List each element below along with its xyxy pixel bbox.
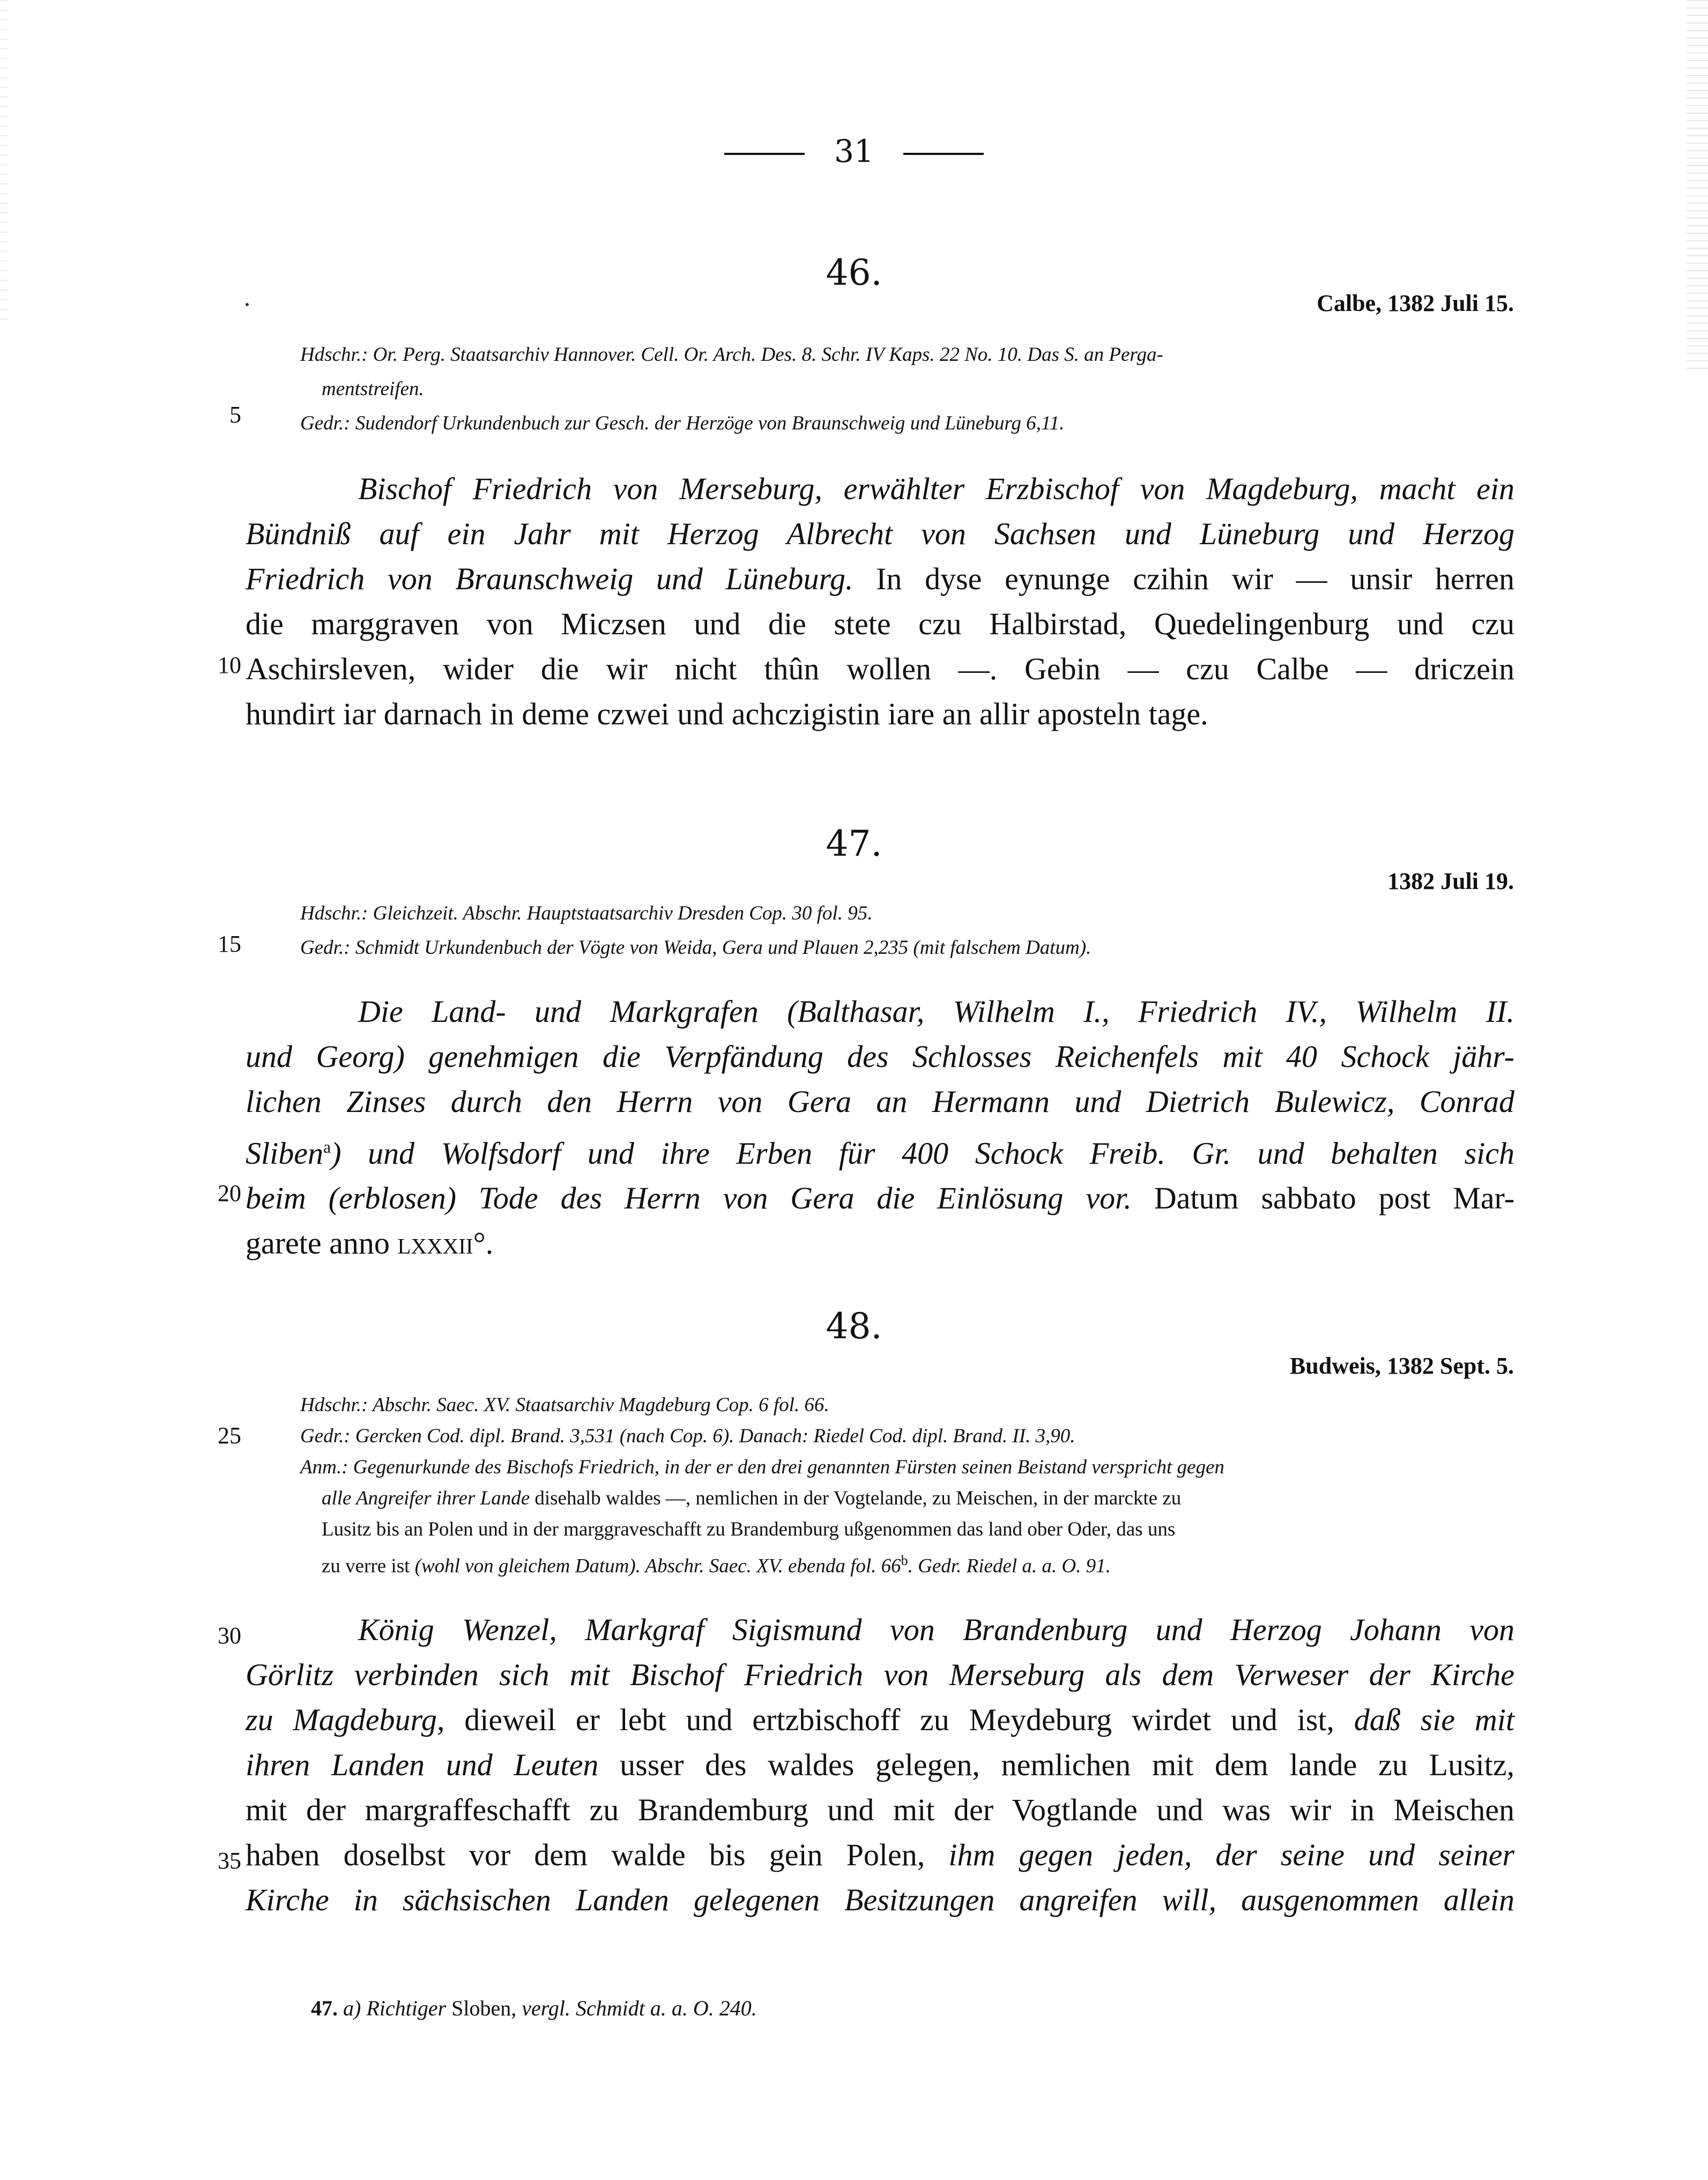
body-line: Bündniß auf ein Jahr mit Herzog Albrecht von Sachsen und Lüneburg und Herzog — [246, 516, 1514, 551]
body-line: Die Land- und Markgrafen (Balthasar, Wilhelm I., Friedrich IV., Wilhelm II. — [358, 994, 1514, 1029]
body-line: lichen Zinses durch den Herrn von Gera an Hermann und Dietrich Bulewicz, Conrad — [246, 1084, 1514, 1119]
body-line: Aschirsleven, wider die wir nicht thûn wollen —. Gebin — czu Calbe — driczein — [246, 651, 1514, 686]
line-number: 30 — [218, 1622, 241, 1649]
body-line: haben doselbst vor dem walde bis gein Polen, ihm gegen jeden, der seine und seiner — [246, 1837, 1514, 1872]
body-line: beim (erblosen) Tode des Herrn von Gera die Einlösung vor. Datum sabbato post Mar- — [246, 1181, 1515, 1216]
header-rule-right — [903, 153, 984, 155]
source-notes — [300, 896, 1514, 965]
source-line: Gedr.: Sudendorf Urkundenbuch zur Gesch. der Herzöge von Braunschweig und Lüneburg 6,11. — [300, 412, 1065, 434]
source-line: alle Angreifer ihrer Lande disehalb waldes —, nemlichen in der Vogtelande, zu Meischen, in der marckte zu — [322, 1487, 1182, 1509]
page-header — [0, 133, 1708, 169]
source-line: Gedr.: Schmidt Urkundenbuch der Vögte von Weida, Gera und Plauen 2,235 (mit falschem Datum). — [300, 937, 1091, 959]
document-date: 1382 Juli 19. — [1387, 868, 1514, 894]
body-line: garete anno lxxxii°. — [246, 1226, 494, 1261]
source-line: Hdschr.: Abschr. Saec. XV. Staatsarchiv Magdeburg Cop. 6 fol. 66. — [300, 1394, 829, 1416]
line-number: 20 — [218, 1180, 241, 1206]
line-number: 15 — [218, 931, 241, 957]
source-line: Lusitz bis an Polen und in der marggraveschafft zu Brandemburg ußgenommen das land ober Oder, das uns — [322, 1518, 1176, 1540]
document-body — [246, 466, 1514, 737]
margin-mark — [246, 303, 249, 306]
document-body — [246, 989, 1514, 1266]
document-number: 48. — [826, 1306, 882, 1347]
body-line: Kirche in sächsischen Landen gelegenen Besitzungen angreifen will, ausgenommen allein — [246, 1882, 1514, 1917]
source-line: Gedr.: Gercken Cod. dipl. Brand. 3,531 (nach Cop. 6). Danach: Riedel Cod. dipl. Brand. II. 3,90. — [300, 1425, 1075, 1447]
source-line: Hdschr.: Gleichzeit. Abschr. Hauptstaatsarchiv Dresden Cop. 30 fol. 95. — [300, 902, 873, 924]
page-number: 31 — [834, 133, 874, 169]
document-body — [246, 1607, 1514, 1923]
source-notes — [300, 1390, 1514, 1582]
body-line: Görlitz verbinden sich mit Bischof Friedrich von Merseburg als dem Verweser der Kirche — [246, 1657, 1514, 1692]
source-line: zu verre ist (wohl von gleichem Datum). Abschr. Saec. XV. ebenda fol. 66$^b$. Gedr. Riedel a. a. O. 91. — [322, 1553, 1111, 1577]
line-number: 5 — [229, 402, 241, 428]
line-number: 10 — [218, 652, 241, 678]
body-line: mit der margraffeschafft zu Brandemburg und mit der Vogtlande und was wir in Meischen — [246, 1792, 1514, 1827]
source-line: Hdschr.: Or. Perg. Staatsarchiv Hannover. Cell. Or. Arch. Des. 8. Schr. IV Kaps. 22 No. 10. Das S. an Perga- — [300, 344, 1163, 366]
body-line: und Georg) genehmigen die Verpfändung des Schlosses Reichenfels mit 40 Schock jähr- — [246, 1039, 1514, 1074]
body-line: ihren Landen und Leuten usser des waldes gelegen, nemlichen mit dem lande zu Lusitz, — [246, 1747, 1514, 1782]
body-line: König Wenzel, Markgraf Sigismund von Brandenburg und Herzog Johann von — [358, 1612, 1514, 1647]
body-line: hundirt iar darnach in deme czwei und achczigistin iare an allir aposteln tage. — [246, 696, 1208, 731]
document-date: Calbe, 1382 Juli 15. — [1317, 290, 1514, 316]
body-line: Bischof Friedrich von Merseburg, erwählter Erzbischof von Magdeburg, macht ein — [358, 471, 1514, 506]
line-number: 25 — [218, 1422, 241, 1449]
line-number: 35 — [218, 1848, 241, 1874]
source-notes — [300, 338, 1514, 441]
document-number: 46. — [826, 252, 882, 293]
document-number: 47. — [826, 823, 882, 864]
source-line: Anm.: Gegenurkunde des Bischofs Friedrich, in der er den drei genannten Fürsten seinen Beistand verspricht gegen — [300, 1456, 1224, 1478]
body-line: zu Magdeburg, dieweil er lebt und ertzbischoff zu Meydeburg wirdet und ist, daß sie mit — [246, 1702, 1514, 1737]
body-line: Friedrich von Braunschweig und Lüneburg. In dyse eynunge czihin wir — unsir herren — [246, 561, 1514, 596]
document-date: Budweis, 1382 Sept. 5. — [1289, 1353, 1514, 1379]
scan-edge-right — [1687, 0, 1708, 375]
header-rule-left — [724, 153, 805, 155]
body-line: die marggraven von Miczsen und die stete czu Halbirstad, Quedelingenburg und czu — [246, 606, 1514, 641]
footnote: 47. a) Richtiger Sloben, vergl. Schmidt a. a. O. 240. — [311, 1996, 757, 2020]
body-line: Sliben$^a$) und Wolfsdorf und ihre Erben für 400 Schock Freib. Gr. und behalten sich — [246, 1136, 1514, 1171]
source-line: mentstreifen. — [322, 378, 424, 400]
